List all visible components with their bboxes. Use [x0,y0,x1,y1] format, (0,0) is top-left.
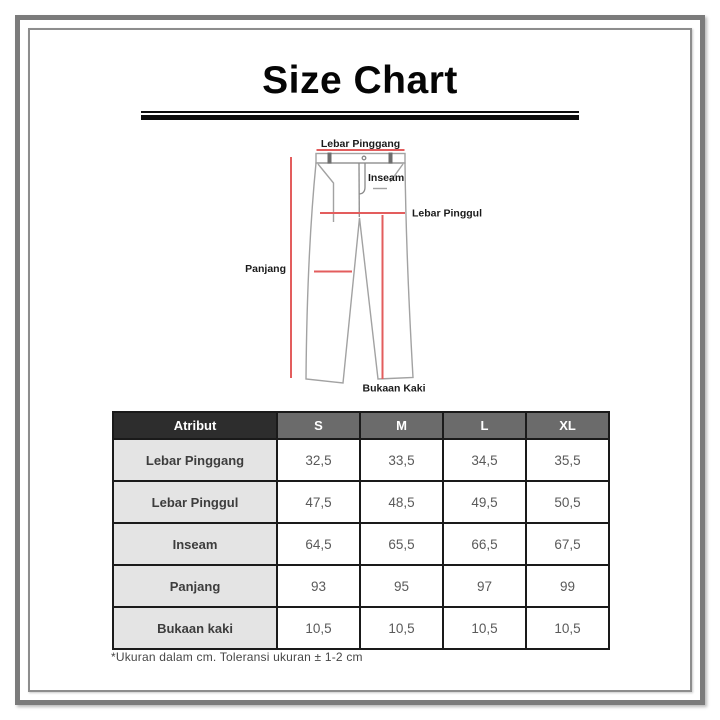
length-label: Panjang [245,263,286,275]
cell-value: 32,5 [277,439,360,481]
cell-attribute: Bukaan kaki [113,607,277,649]
cell-value: 97 [443,565,526,607]
cell-attribute: Lebar Pinggang [113,439,277,481]
title-divider [141,111,579,120]
cell-value: 65,5 [360,523,443,565]
cell-value: 67,5 [526,523,609,565]
table-row [113,481,609,523]
cell-value: 66,5 [443,523,526,565]
cell-attribute: Inseam [113,523,277,565]
table-row [113,523,609,565]
header-attribute: Atribut [113,412,277,439]
right-belt-loop [389,153,393,164]
cell-value: 50,5 [526,481,609,523]
cell-value: 48,5 [360,481,443,523]
cell-value: 93 [277,565,360,607]
table-row [113,607,609,649]
inseam-label: Inseam [368,172,405,184]
cell-value: 10,5 [526,607,609,649]
left-belt-loop [328,153,332,164]
cell-value: 47,5 [277,481,360,523]
waist-label: Lebar Pinggang [320,138,401,150]
leg-opening-label: Bukaan Kaki [362,382,426,395]
cell-value: 10,5 [360,607,443,649]
page-title: Size Chart [262,59,458,102]
header-size-s: S [277,412,360,439]
header-size-xl: XL [526,412,609,439]
header-size-m: M [360,412,443,439]
hip-label: Lebar Pinggul [412,207,483,220]
divider-thick-line [141,115,579,120]
cell-value: 10,5 [277,607,360,649]
cell-value: 99 [526,565,609,607]
cell-value: 33,5 [360,439,443,481]
waist-button [362,156,366,160]
size-table [112,411,610,650]
cell-value: 10,5 [443,607,526,649]
cell-attribute: Lebar Pinggul [113,481,277,523]
table-row [113,439,609,481]
divider-thin-line [141,111,579,113]
cell-attribute: Panjang [113,565,277,607]
table-row [113,565,609,607]
cell-value: 34,5 [443,439,526,481]
cell-value: 35,5 [526,439,609,481]
table-header-row [113,412,609,439]
header-size-l: L [443,412,526,439]
cell-value: 49,5 [443,481,526,523]
cell-value: 95 [360,565,443,607]
cell-value: 64,5 [277,523,360,565]
footnote: *Ukuran dalam cm. Toleransi ukuran ± 1-2 cm [111,650,363,664]
pants-measurement-diagram [240,132,488,398]
